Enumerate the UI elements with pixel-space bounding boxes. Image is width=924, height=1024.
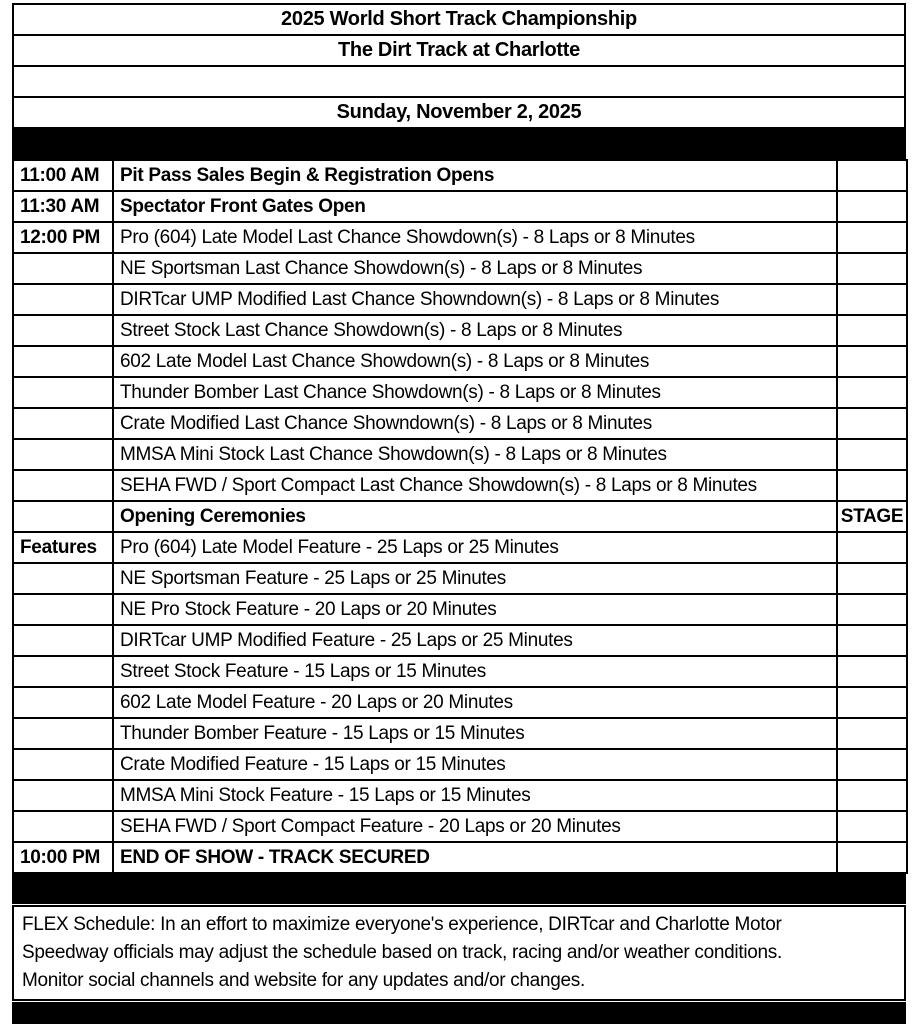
stage-cell: STAGE [837,501,907,532]
stage-cell [837,842,907,873]
time-cell [13,563,113,594]
schedule-row [13,470,907,501]
time-cell: Features [13,532,113,563]
event-cell: SEHA FWD / Sport Compact Feature - 20 Laps or 20 Minutes [113,811,837,842]
stage-cell [837,532,907,563]
stage-cell [837,160,907,191]
event-cell: Opening Ceremonies [113,501,837,532]
bottom-band [12,1002,906,1024]
schedule-row [13,532,907,563]
event-date: Sunday, November 2, 2025 [13,97,905,128]
time-cell [13,687,113,718]
stage-cell [837,780,907,811]
event-cell: 602 Late Model Feature - 20 Laps or 20 Minutes [113,687,837,718]
schedule-row [13,160,907,191]
stage-cell [837,656,907,687]
stage-cell [837,718,907,749]
stage-cell [837,284,907,315]
schedule-row [13,222,907,253]
time-cell [13,501,113,532]
stage-cell [837,346,907,377]
time-cell [13,346,113,377]
time-cell [13,625,113,656]
event-cell: 602 Late Model Last Chance Showdown(s) - 8 Laps or 8 Minutes [113,346,837,377]
flex-note-line: Speedway officials may adjust the schedule based on track, racing and/or weather conditions. [22,942,782,963]
flex-schedule-note [12,905,906,1001]
time-cell [13,470,113,501]
stage-cell [837,408,907,439]
schedule-row [13,284,907,315]
event-cell: Street Stock Last Chance Showdown(s) - 8 Laps or 8 Minutes [113,315,837,346]
time-cell: 12:00 PM [13,222,113,253]
stage-cell [837,439,907,470]
schedule-row [13,253,907,284]
event-cell: Crate Modified Last Chance Showndown(s) - 8 Laps or 8 Minutes [113,408,837,439]
venue-name: The Dirt Track at Charlotte [13,35,905,66]
schedule-row [13,656,907,687]
time-cell: 11:00 AM [13,160,113,191]
time-cell [13,780,113,811]
schedule-row [13,749,907,780]
event-cell: NE Sportsman Feature - 25 Laps or 25 Minutes [113,563,837,594]
schedule-row [13,625,907,656]
time-cell: 11:30 AM [13,191,113,222]
stage-cell [837,563,907,594]
time-cell [13,811,113,842]
stage-cell [837,594,907,625]
time-cell [13,315,113,346]
event-cell: Crate Modified Feature - 15 Laps or 15 Minutes [113,749,837,780]
event-cell: SEHA FWD / Sport Compact Last Chance Showdown(s) - 8 Laps or 8 Minutes [113,470,837,501]
event-cell: DIRTcar UMP Modified Last Chance Showndown(s) - 8 Laps or 8 Minutes [113,284,837,315]
schedule-row [13,563,907,594]
event-cell: Thunder Bomber Feature - 15 Laps or 15 Minutes [113,718,837,749]
event-cell: MMSA Mini Stock Last Chance Showdown(s) - 8 Laps or 8 Minutes [113,439,837,470]
time-cell [13,439,113,470]
spacer-row [13,66,905,97]
event-cell: MMSA Mini Stock Feature - 15 Laps or 15 Minutes [113,780,837,811]
stage-cell [837,191,907,222]
time-cell [13,749,113,780]
schedule-row [13,191,907,222]
schedule-row [13,439,907,470]
event-cell: Street Stock Feature - 15 Laps or 15 Minutes [113,656,837,687]
schedule-row [13,346,907,377]
event-cell: NE Pro Stock Feature - 20 Laps or 20 Minutes [113,594,837,625]
schedule-row [13,594,907,625]
event-title: 2025 World Short Track Championship [13,4,905,35]
header-table [12,3,906,129]
time-cell [13,656,113,687]
schedule-row [13,842,907,873]
schedule-row [13,377,907,408]
stage-cell [837,625,907,656]
event-cell: Pro (604) Late Model Feature - 25 Laps or 25 Minutes [113,532,837,563]
stage-cell [837,470,907,501]
schedule-row [13,811,907,842]
time-cell [13,408,113,439]
event-cell: Pit Pass Sales Begin & Registration Opens [113,160,837,191]
stage-cell [837,253,907,284]
spacer-cell [13,66,905,97]
stage-cell [837,222,907,253]
event-cell: DIRTcar UMP Modified Feature - 25 Laps or 25 Minutes [113,625,837,656]
schedule-row [13,780,907,811]
date-row [13,97,905,128]
schedule-table [12,159,908,874]
time-cell [13,718,113,749]
event-cell: END OF SHOW - TRACK SECURED [113,842,837,873]
schedule-row [13,687,907,718]
event-cell: Spectator Front Gates Open [113,191,837,222]
stage-cell [837,315,907,346]
time-cell [13,377,113,408]
stage-cell [837,377,907,408]
schedule-row [13,315,907,346]
venue-row [13,35,905,66]
time-cell [13,253,113,284]
time-cell: 10:00 PM [13,842,113,873]
schedule-row [13,718,907,749]
time-cell [13,594,113,625]
schedule-row [13,501,907,532]
schedule-row [13,408,907,439]
event-cell: Thunder Bomber Last Chance Showdown(s) - 8 Laps or 8 Minutes [113,377,837,408]
stage-cell [837,687,907,718]
flex-note-line: Monitor social channels and website for any updates and/or changes. [22,970,585,991]
top-separator-band [12,129,906,159]
title-row [13,4,905,35]
flex-note-line: FLEX Schedule: In an effort to maximize everyone's experience, DIRTcar and Charlotte Motor [22,914,782,935]
stage-cell [837,811,907,842]
time-cell [13,284,113,315]
event-cell: Pro (604) Late Model Last Chance Showdown(s) - 8 Laps or 8 Minutes [113,222,837,253]
event-cell: NE Sportsman Last Chance Showdown(s) - 8 Laps or 8 Minutes [113,253,837,284]
mid-separator-band [12,874,906,904]
stage-cell [837,749,907,780]
